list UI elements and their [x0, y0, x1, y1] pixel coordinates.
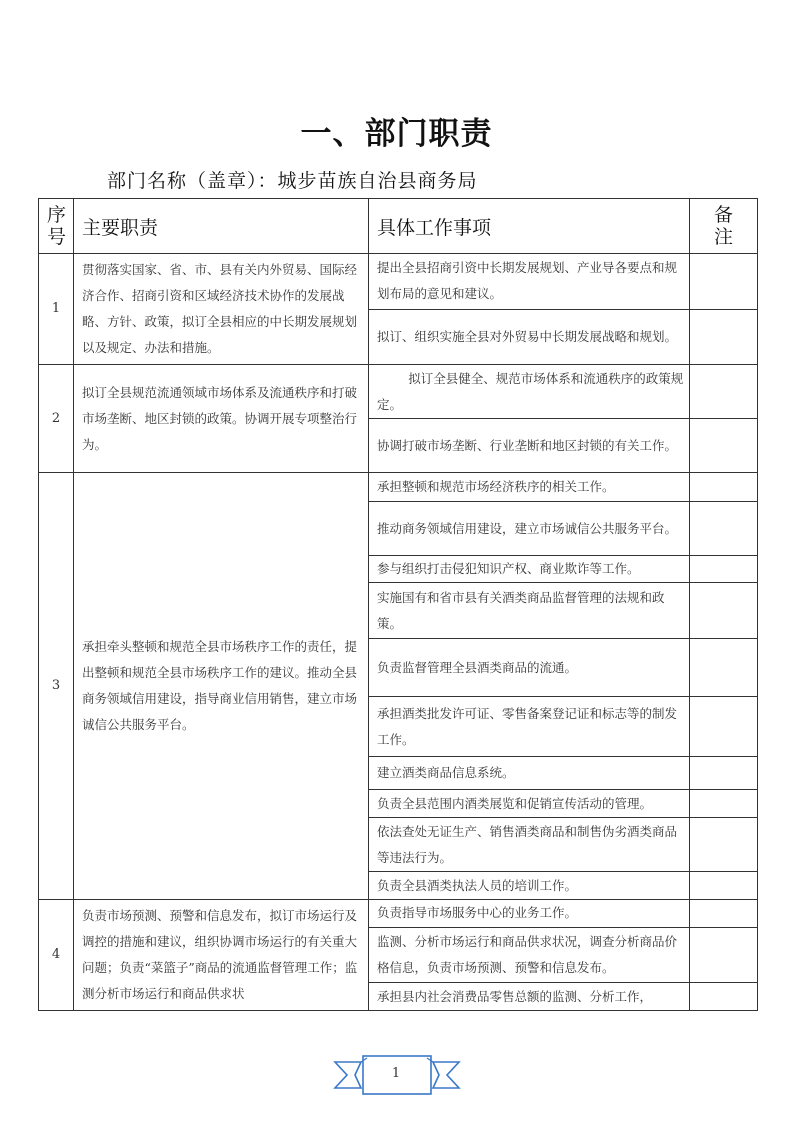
row-duty: 负责市场预测、预警和信息发布，拟订市场运行及调控的措施和建议，组织协调市场运行的有关重大问题；负责“菜篮子”商品的流通监督管理工作；监测分析市场运行和商品供求状	[74, 900, 369, 1011]
row-task: 拟订全县健全、规范市场体系和流通秩序的政策规定。	[369, 365, 690, 419]
row-task: 协调打破市场垄断、行业垄断和地区封锁的有关工作。	[369, 419, 690, 473]
row-task: 推动商务领域信用建设，建立市场诚信公共服务平台。	[369, 502, 690, 556]
row-note	[690, 983, 758, 1011]
row-note	[690, 790, 758, 818]
row-duty: 承担牵头整顿和规范全县市场秩序工作的责任，提出整顿和规范全县市场秩序工作的建议。推动全县商务领域信用建设，指导商业信用销售，建立市场诚信公共服务平台。	[74, 473, 369, 900]
row-note	[690, 697, 758, 757]
row-task: 监测、分析市场运行和商品供求状况，调查分析商品价格信息，负责市场预测、预警和信息发布。	[369, 927, 690, 983]
row-task: 负责指导市场服务中心的业务工作。	[369, 900, 690, 928]
row-task: 实施国有和省市县有关酒类商品监督管理的法规和政策。	[369, 583, 690, 639]
table-header-row	[39, 199, 758, 254]
page-title: 一、部门职责	[300, 116, 493, 152]
row-note	[690, 556, 758, 583]
header-note: 备注	[690, 199, 758, 254]
row-seq: 2	[39, 365, 74, 473]
row-note	[690, 927, 758, 983]
row-note	[690, 900, 758, 928]
table-row	[39, 254, 758, 310]
duty-table	[38, 198, 758, 1011]
header-task: 具体工作事项	[369, 199, 690, 254]
header-duty: 主要职责	[74, 199, 369, 254]
row-note	[690, 757, 758, 790]
row-task: 负责全县酒类执法人员的培训工作。	[369, 872, 690, 900]
row-note	[690, 473, 758, 502]
row-task: 负责全县范围内酒类展览和促销宣传活动的管理。	[369, 790, 690, 818]
row-seq: 4	[39, 900, 74, 1011]
row-note	[690, 872, 758, 900]
row-task: 建立酒类商品信息系统。	[369, 757, 690, 790]
row-task: 提出全县招商引资中长期发展规划、产业导各要点和规划布局的意见和建议。	[369, 254, 690, 310]
row-note	[690, 639, 758, 697]
row-duty: 贯彻落实国家、省、市、县有关内外贸易、国际经济合作、招商引资和区域经济技术协作的发展战略、方针、政策，拟订全县相应的中长期发展规划以及规定、办法和措施。	[74, 254, 369, 365]
row-task: 参与组织打击侵犯知识产权、商业欺诈等工作。	[369, 556, 690, 583]
row-task: 拟订、组织实施全县对外贸易中长期发展战略和规划。	[369, 309, 690, 365]
row-note	[690, 502, 758, 556]
row-note	[690, 365, 758, 419]
row-note	[690, 419, 758, 473]
row-task: 承担县内社会消费品零售总额的监测、分析工作，	[369, 983, 690, 1011]
row-seq: 3	[39, 473, 74, 900]
table-row	[39, 365, 758, 419]
department-line: 部门名称（盖章）：城步苗族自治县商务局	[107, 170, 478, 192]
header-seq: 序号	[39, 199, 74, 254]
row-task: 负责监督管理全县酒类商品的流通。	[369, 639, 690, 697]
row-task: 承担整顿和规范市场经济秩序的相关工作。	[369, 473, 690, 502]
row-duty: 拟订全县规范流通领域市场体系及流通秩序和打破市场垄断、地区封锁的政策。协调开展专项整治行为。	[74, 365, 369, 473]
table-row	[39, 473, 758, 502]
table-row	[39, 900, 758, 928]
row-task: 依法查处无证生产、销售酒类商品和制售伪劣酒类商品等违法行为。	[369, 818, 690, 872]
row-note	[690, 254, 758, 310]
row-seq: 1	[39, 254, 74, 365]
row-note	[690, 309, 758, 365]
row-task: 承担酒类批发许可证、零售备案登记证和标志等的制发工作。	[369, 697, 690, 757]
page-number: 1	[391, 1066, 401, 1081]
row-note	[690, 583, 758, 639]
row-note	[690, 818, 758, 872]
